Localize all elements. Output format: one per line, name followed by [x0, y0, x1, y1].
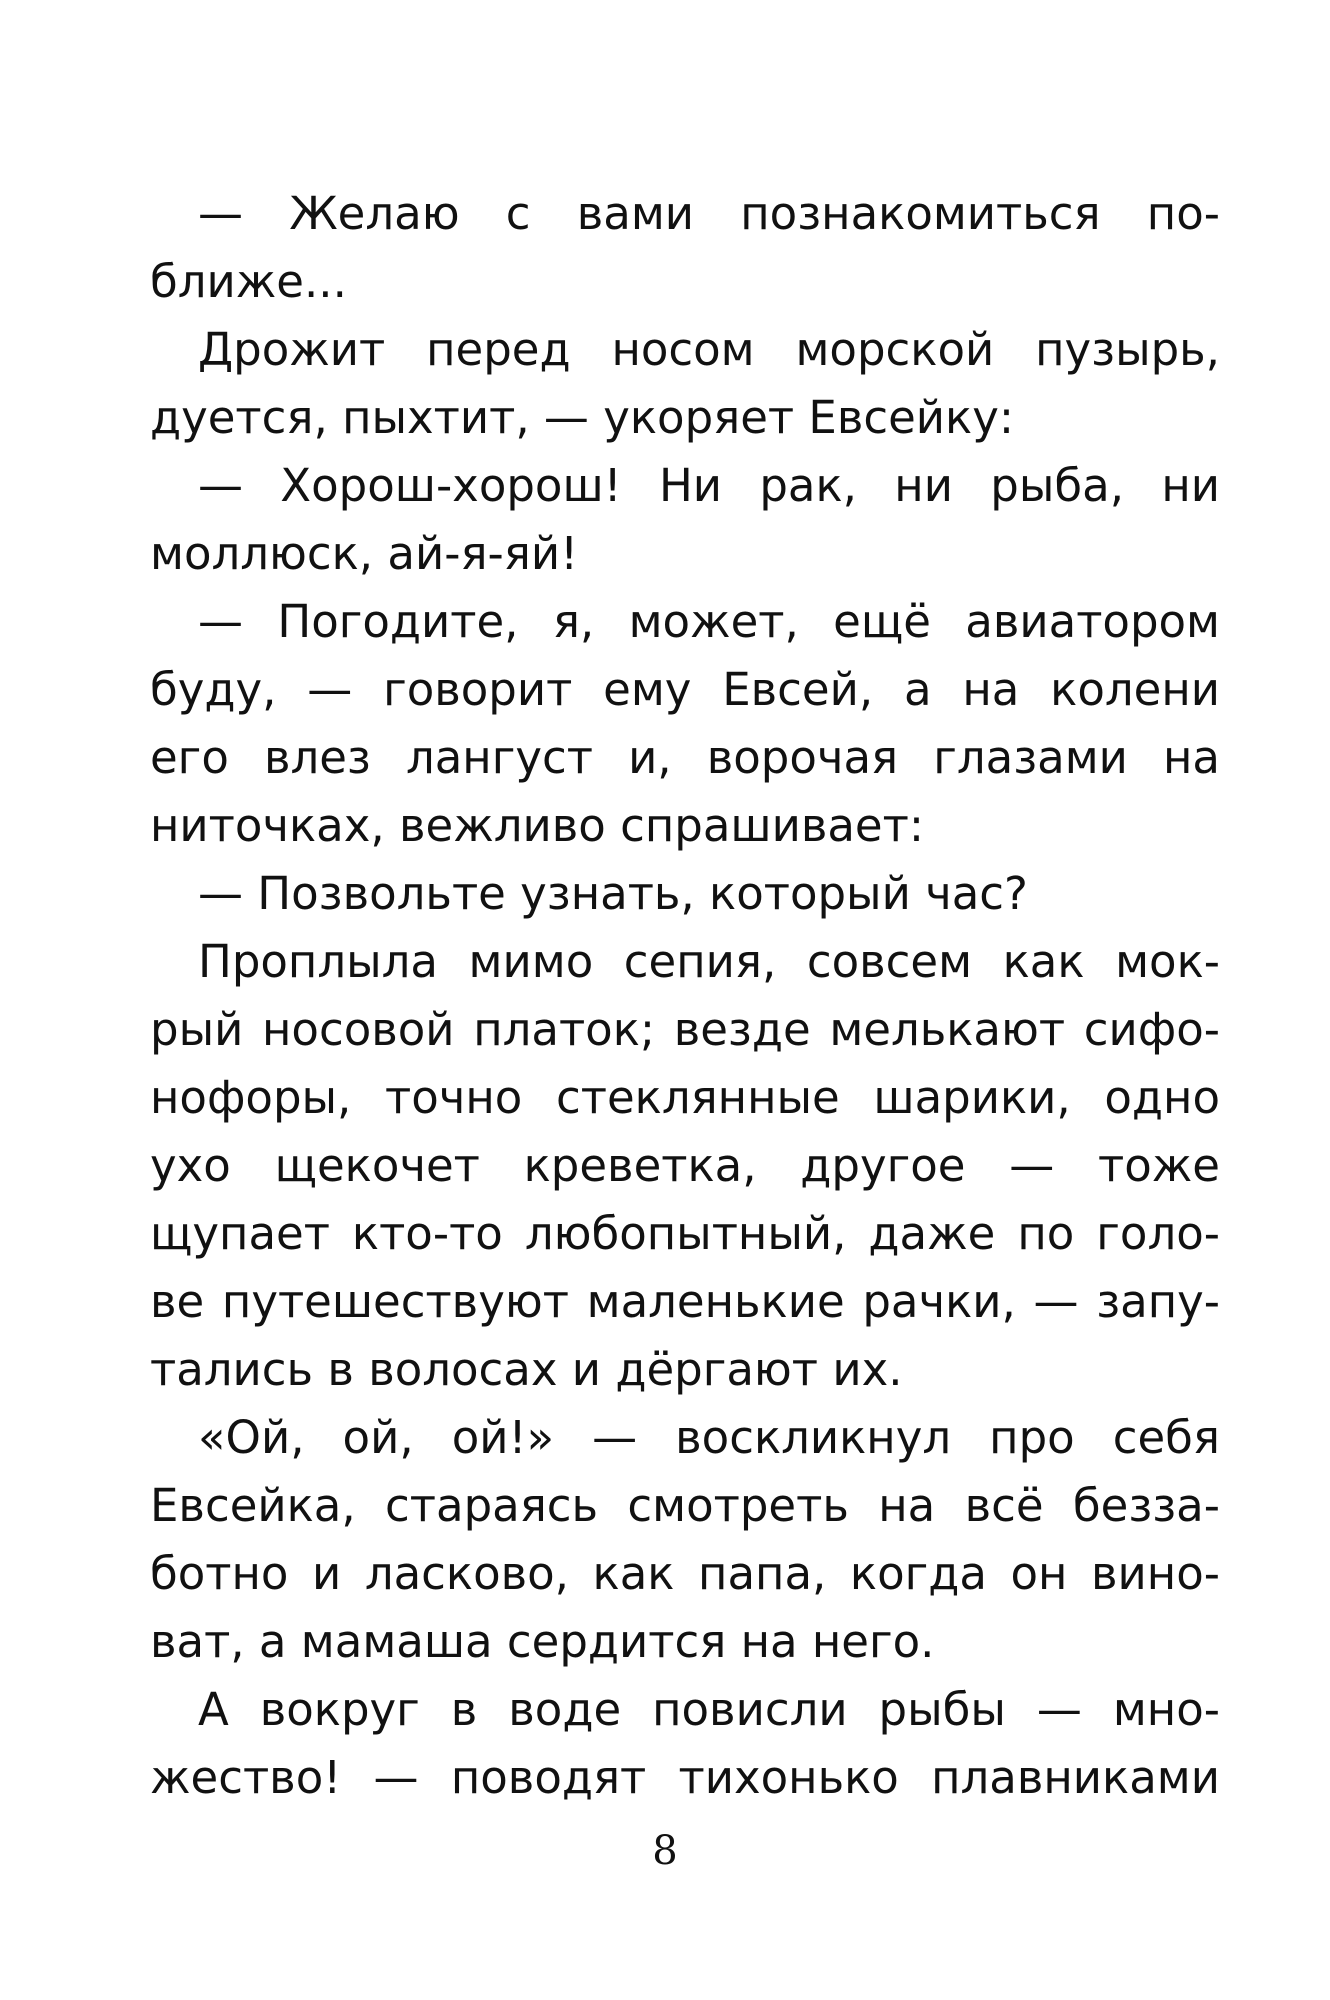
text-line: нофоры, точно стеклянные шарики, одно: [150, 1071, 1220, 1124]
text-line: — Хорош-хорош! Ни рак, ни рыба, ни: [198, 459, 1220, 512]
text-line: ближе...: [150, 255, 347, 308]
page-number: 8: [652, 1828, 678, 1874]
text-line: А вокруг в воде повисли рыбы — мно-: [198, 1683, 1220, 1736]
text-line: его влез лангуст и, ворочая глазами на: [150, 731, 1220, 784]
text-line: Проплыла мимо сепия, совсем как мок-: [198, 935, 1220, 988]
text-line: жество! — поводят тихонько плавниками: [150, 1751, 1220, 1804]
text-line: дуется, пыхтит, — укоряет Евсейку:: [150, 391, 1015, 444]
text-line: — Позвольте узнать, который час?: [198, 867, 1028, 920]
text-line: ват, а мамаша сердится на него.: [150, 1615, 935, 1668]
text-line: ботно и ласково, как папа, когда он вино-: [150, 1547, 1220, 1600]
text-line: рый носовой платок; везде мелькают сифо-: [150, 1003, 1220, 1056]
text-line: Дрожит перед носом морской пузырь,: [198, 323, 1220, 376]
text-line: щупает кто-то любопытный, даже по голо-: [150, 1207, 1220, 1260]
text-line: тались в волосах и дёргают их.: [150, 1343, 903, 1396]
text-line: «Ой, ой, ой!» — воскликнул про себя: [198, 1411, 1220, 1464]
text-line: ве путешествуют маленькие рачки, — запу-: [150, 1275, 1220, 1328]
text-line: Евсейка, стараясь смотреть на всё безза-: [150, 1479, 1220, 1532]
text-line: моллюск, ай-я-яй!: [150, 527, 579, 580]
text-line: — Желаю с вами познакомиться по-: [198, 187, 1220, 240]
body-text: [150, 180, 1220, 1812]
text-line: буду, — говорит ему Евсей, а на колени: [150, 663, 1220, 716]
text-line: — Погодите, я, может, ещё авиатором: [198, 595, 1220, 648]
text-line: ниточках, вежливо спрашивает:: [150, 799, 924, 852]
text-line: ухо щекочет креветка, другое — тоже: [150, 1139, 1220, 1192]
